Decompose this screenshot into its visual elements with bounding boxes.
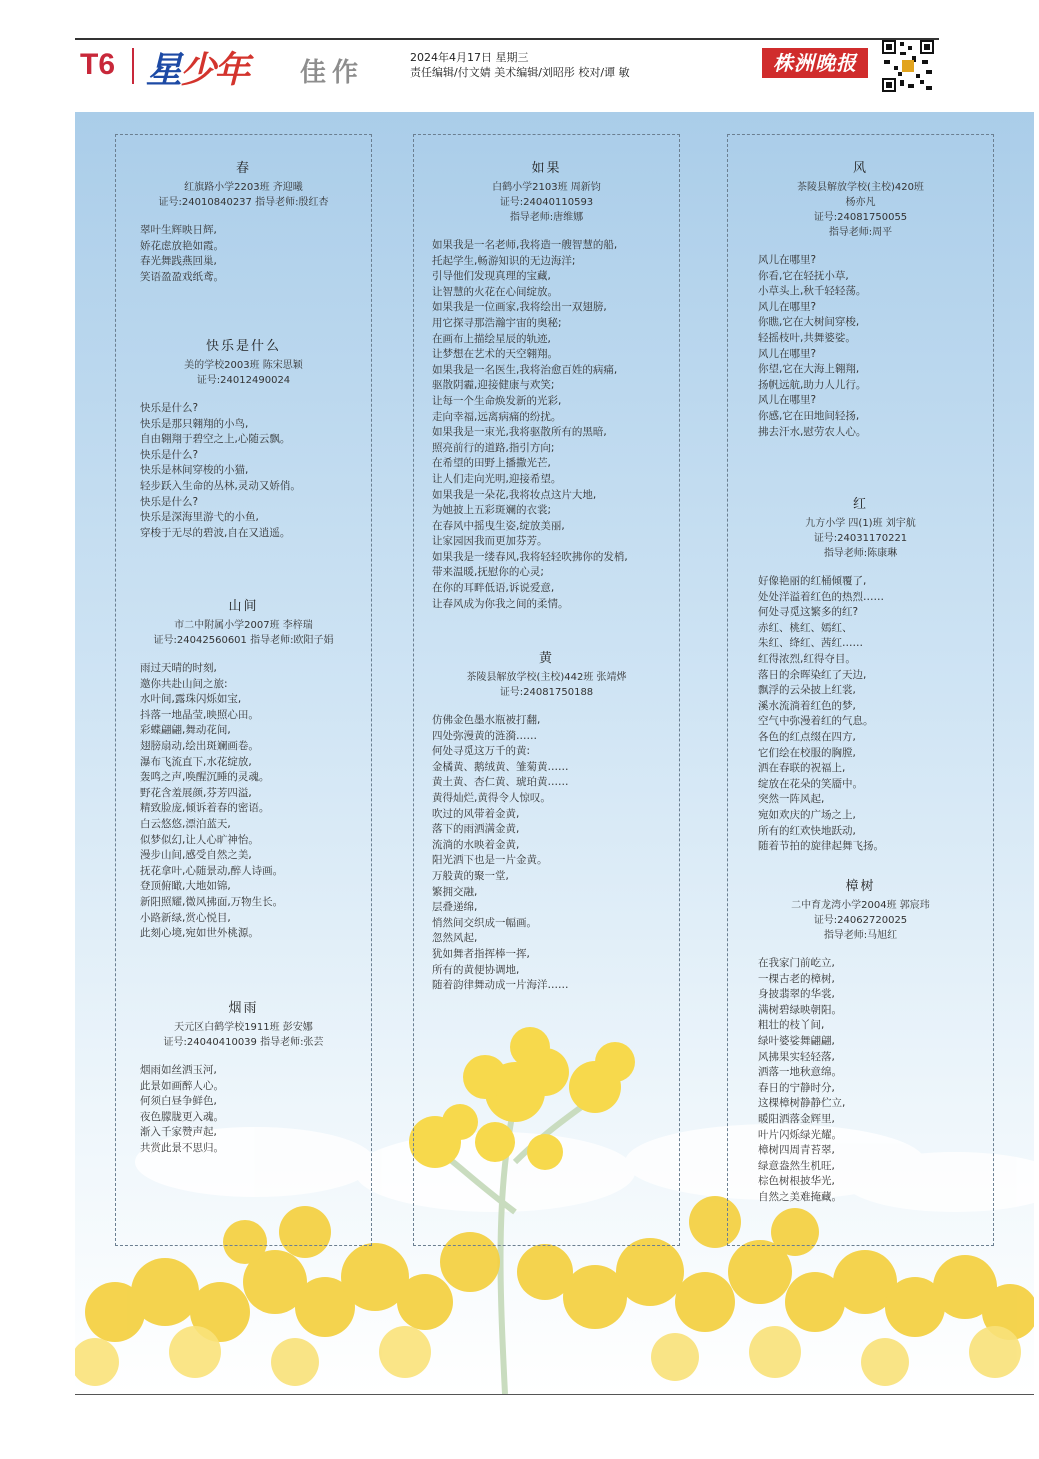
- poem-line: 空气中弥漫着红的气息。: [758, 715, 874, 728]
- poem-line: 走向幸福,远离病痛的纷扰。: [432, 410, 562, 423]
- poem-yanyu: [116, 997, 371, 1157]
- poem-line: 托起学生,畅游知识的无边海洋;: [432, 254, 576, 267]
- poem-author: [414, 670, 679, 700]
- poem-author: [116, 180, 371, 210]
- poem-line: 突然一阵风起,: [758, 793, 825, 806]
- poem-line: 吹过的风带着金黄,: [432, 807, 520, 820]
- author-line: 指导老师:陈康琳: [823, 548, 898, 559]
- newspaper-logo: 株洲晚报: [762, 48, 868, 78]
- author-line: 证号:24040110593: [499, 197, 594, 208]
- poem-line: 绿意盎然生机旺,: [758, 1159, 835, 1172]
- poem-title: 山间: [228, 599, 259, 614]
- poem-line: 犹如舞者指挥棒一挥,: [432, 947, 530, 960]
- poem-line: 在你的耳畔低语,诉说爱意,: [432, 582, 555, 595]
- poem-line: 让智慧的火花在心间绽放。: [432, 285, 558, 298]
- section-name: 佳作: [300, 58, 365, 88]
- poem-line: 自然之美难掩藏。: [758, 1190, 842, 1203]
- poem-body: [432, 713, 679, 994]
- issue-date: 2024年4月17日 星期三: [410, 51, 529, 64]
- poem-line: 你感,它在田地间轻扬,: [758, 409, 860, 422]
- qr-code-icon: [882, 40, 934, 92]
- poem-line: 如果我是一名医生,我将治愈百姓的病痛,: [432, 363, 618, 376]
- poem-line: 让家园因我而更加芬芳。: [432, 535, 548, 548]
- poem-line: 让每一个生命焕发新的光彩,: [432, 394, 562, 407]
- poem-line: 雨过天晴的时刻,: [140, 662, 217, 674]
- poem-line: 飘浮的云朵披上红裳,: [758, 684, 856, 697]
- poem-shanjian: [116, 595, 371, 942]
- poem-line: 共赏此景不思归。: [140, 1141, 224, 1154]
- author-line: 指导老师:马旭红: [823, 930, 898, 941]
- poem-line: 仿佛金色墨水瓶被打翻,: [432, 714, 541, 726]
- header-rule: [75, 38, 939, 40]
- poem-line: 小草头上,秋千轻轻荡。: [758, 285, 867, 298]
- poem-author: [728, 180, 993, 240]
- poem-line: 轻步跃入生命的丛林,灵动又娇俏。: [140, 479, 301, 492]
- poem-title: 烟雨: [228, 1001, 259, 1016]
- poem-line: 随着节拍的旋律起舞飞扬。: [758, 840, 884, 853]
- poem-line: 各色的红点缀在四方,: [758, 730, 856, 743]
- poem-body: [758, 574, 993, 855]
- poem-line: 渐入千家赞声起,: [140, 1126, 217, 1139]
- poem-line: 如果我是一名老师,我将造一艘智慧的船,: [432, 239, 618, 251]
- poem-line: 翠叶生辉映日辉,: [140, 224, 217, 236]
- poem-title: 黄: [538, 651, 554, 666]
- poem-line: 快乐是什么?: [140, 448, 199, 461]
- poem-body: [140, 661, 371, 942]
- poem-line: 所有的红欢快地跃动,: [758, 824, 856, 837]
- poem-body: [432, 238, 679, 612]
- poem-line: 你看,它在轻抚小草,: [758, 269, 849, 282]
- poem-line: 金橘黄、鹅绒黄、雏菊黄……: [432, 760, 569, 773]
- author-line: 二中育龙湾小学2004班 郭宸玮: [791, 900, 930, 911]
- poem-line: 在春风中摇曳生姿,绽放美丽,: [432, 519, 565, 532]
- poem-line: 风儿在哪里?: [758, 394, 817, 407]
- poem-line: 快乐是什么?: [140, 495, 199, 508]
- poem-line: 随着韵律舞动成一片海洋……: [432, 979, 569, 992]
- footer-rule: [75, 1394, 1034, 1395]
- author-line: 证号:24042560601 指导老师:欧阳子娟: [153, 635, 334, 646]
- poem-line: 落下的雨洒满金黄,: [432, 823, 520, 836]
- poem-line: 流淌的水映着金黄,: [432, 838, 520, 851]
- poem-line: 风儿在哪里?: [758, 254, 817, 266]
- poem-title: 如果: [531, 161, 562, 176]
- poem-body: [758, 253, 993, 440]
- poem-line: 它们绘在校服的胸膛,: [758, 746, 856, 759]
- poem-line: 宛如欢庆的广场之上,: [758, 808, 856, 821]
- logo-part-2: 少年: [180, 50, 249, 91]
- poem-line: 娇花虑放艳如霞。: [140, 239, 224, 252]
- page-header: [0, 0, 1039, 110]
- poem-line: 黄得灿烂,黄得令人惊叹。: [432, 791, 551, 804]
- poem-author: [116, 358, 371, 388]
- poem-line: 满树碧绿映朝阳。: [758, 1003, 842, 1016]
- poem-line: 在希望的田野上播撒光芒,: [432, 457, 551, 470]
- author-line: 指导老师:周平: [828, 227, 893, 238]
- poem-author: [116, 618, 371, 648]
- author-line: 九方小学 四(1)班 刘宇航: [805, 518, 916, 529]
- poem-line: 快乐是什么?: [140, 402, 199, 414]
- author-line: 证号:24062720025: [813, 915, 908, 926]
- poem-line: 绽放在花朵的笑靥中。: [758, 777, 863, 790]
- author-line: 美的学校2003班 陈宋思颖: [184, 360, 303, 371]
- poem-line: 春日的宁静时分,: [758, 1081, 835, 1094]
- poem-line: 用它探寻那浩瀚宇宙的奥秘;: [432, 316, 562, 329]
- issue-info: [410, 50, 630, 80]
- poem-line: 穿梭于无尽的碧波,自在又逍遥。: [140, 526, 291, 539]
- poem-title: 风: [852, 161, 868, 176]
- poem-line: 如果我是一缕春风,我将轻轻吹拂你的发梢,: [432, 550, 628, 563]
- poem-line: 如果我是一朵花,我将妆点这片大地,: [432, 488, 597, 501]
- poem-huang: [414, 647, 679, 994]
- poem-line: 让梦想在艺术的天空翱翔。: [432, 348, 558, 361]
- poem-line: 春光舞践燕回巢,: [140, 255, 217, 268]
- poem-line: 为她披上五彩斑斓的衣裳;: [432, 504, 552, 517]
- poem-line: 瀑布飞流直下,水花绽放,: [140, 755, 252, 768]
- poem-line: 这棵樟树静静伫立,: [758, 1097, 846, 1110]
- poem-title: 快乐是什么: [205, 339, 281, 354]
- author-line: 白鹤小学2103班 周新钧: [492, 182, 601, 193]
- poem-line: 此景如画醉人心。: [140, 1079, 224, 1092]
- poem-line: 万般黄的聚一堂,: [432, 869, 509, 882]
- poem-line: 翅膀扇动,绘出斑斓画卷。: [140, 739, 259, 752]
- poem-line: 何处寻觅这万千的黄:: [432, 745, 531, 758]
- poem-line: 朱红、绛红、茜红……: [758, 637, 863, 650]
- poem-line: 烟雨如丝洒玉河,: [140, 1064, 217, 1076]
- poem-line: 快乐是深海里游弋的小鱼,: [140, 511, 259, 524]
- poem-line: 拂去汗水,慰劳农人心。: [758, 425, 867, 438]
- poem-line: 好像艳丽的红桶倾覆了,: [758, 575, 867, 587]
- poem-line: 似梦似幻,让人心旷神怡。: [140, 833, 259, 846]
- poem-line: 白云悠悠,漂泊蓝天,: [140, 817, 231, 830]
- poem-line: 抚花拿叶,心随景动,醉人诗画。: [140, 864, 284, 877]
- poem-line: 驱散阴霾,迎接健康与欢笑;: [432, 379, 555, 392]
- poem-line: 落日的余晖染红了天边,: [758, 668, 867, 681]
- poem-line: 赤红、桃红、嫣红、: [758, 621, 853, 634]
- poem-line: 快乐是那只翱翔的小鸟,: [140, 417, 249, 430]
- poem-line: 在画布上描绘星辰的轨迹,: [432, 332, 551, 345]
- poem-line: 洒在春联的祝福上,: [758, 762, 846, 775]
- poem-body: [758, 956, 993, 1206]
- poem-line: 照亮前行的道路,指引方向;: [432, 441, 555, 454]
- poem-line: 此刻心境,宛如世外桃源。: [140, 927, 259, 940]
- poem-line: 登顶俯瞰,大地如锦,: [140, 880, 231, 893]
- poem-author: [728, 898, 993, 943]
- poem-line: 轻摇枝叶,共舞婆娑。: [758, 331, 856, 344]
- author-line: 证号:24040410039 指导老师:张芸: [163, 1037, 324, 1048]
- poem-column-1: [115, 134, 372, 1246]
- poem-line: 漫步山间,感受自然之美,: [140, 849, 252, 862]
- poem-body: [140, 401, 371, 541]
- poem-line: 棕色树根披华光,: [758, 1175, 835, 1188]
- poem-zhangshu: [728, 875, 993, 1206]
- poem-line: 所有的黄便协调地,: [432, 963, 520, 976]
- poem-line: 阳光洒下也是一片金黄。: [432, 854, 548, 867]
- author-line: 证号:24081750055: [813, 212, 908, 223]
- poem-line: 笑语盈盈戏纸鸢。: [140, 270, 224, 283]
- poem-line: 带来温暖,抚慰你的心灵;: [432, 566, 544, 579]
- poem-line: 引导他们发现真理的宝藏,: [432, 270, 551, 283]
- poem-line: 四处弥漫黄的涟漪……: [432, 729, 537, 742]
- poem-author: [116, 1020, 371, 1050]
- poem-line: 绿叶婆娑舞翩翩,: [758, 1034, 835, 1047]
- poem-chun: [116, 157, 371, 285]
- author-line: 茶陵县解放学校(主校)420班: [797, 182, 924, 193]
- poem-title: 红: [852, 497, 868, 512]
- poem-line: 彩蝶翩翩,舞动花间,: [140, 724, 231, 737]
- poem-title: 春: [235, 161, 251, 176]
- poem-line: 你瞧,它在大树间穿梭,: [758, 316, 860, 329]
- poem-line: 邀你共赴山间之旅:: [140, 677, 228, 690]
- poem-line: 繁拥交融,: [432, 885, 478, 898]
- author-line: 市二中附属小学2007班 李梓瑞: [174, 620, 313, 631]
- poem-line: 悄然间交织成一幅画。: [432, 916, 537, 929]
- author-line: 证号:24081750188: [499, 687, 594, 698]
- poem-line: 让春风成为你我之间的柔情。: [432, 597, 569, 610]
- poem-hong: [728, 493, 993, 855]
- author-line: 证号:24031170221: [813, 533, 908, 544]
- author-line: 茶陵县解放学校(主校)442班 张靖烨: [466, 672, 627, 683]
- poem-line: 野花含羞展颜,芬芳四溢,: [140, 786, 252, 799]
- poem-line: 抖落一地晶莹,映照心田。: [140, 708, 259, 721]
- poem-line: 新阳照耀,微风拂面,万物生长。: [140, 895, 284, 908]
- poem-line: 风儿在哪里?: [758, 347, 817, 360]
- poem-line: 自由翱翔于碧空之上,心随云飘。: [140, 433, 291, 446]
- poem-line: 扬帆远航,助力人儿行。: [758, 378, 867, 391]
- supplement-logo: [146, 42, 248, 93]
- poem-kuaile: [116, 335, 371, 541]
- author-line: 杨亦凡: [845, 197, 876, 208]
- poem-line: 处处洋溢着红色的热烈……: [758, 590, 884, 603]
- poem-title: 樟树: [845, 879, 876, 894]
- poem-line: 水叶间,露珠闪烁如宝,: [140, 693, 242, 706]
- poem-line: 快乐是林间穿梭的小猫,: [140, 464, 249, 477]
- poem-line: 层叠递绵,: [432, 901, 478, 914]
- poem-column-2: [413, 134, 680, 1246]
- page-number: T6: [80, 48, 116, 81]
- poem-line: 黄土黄、杏仁黄、琥珀黄……: [432, 776, 569, 789]
- poem-line: 洒落一地秋意绵。: [758, 1066, 842, 1079]
- poem-line: 何须白昼争鲜色,: [140, 1095, 217, 1108]
- poem-line: 如果我是一位画家,我将绘出一双翅膀,: [432, 301, 607, 314]
- poem-line: 一棵古老的樟树,: [758, 972, 835, 985]
- author-line: 指导老师:唐维娜: [509, 212, 584, 223]
- logo-part-1: 星: [146, 50, 181, 91]
- poem-line: 你望,它在大海上翱翔,: [758, 363, 860, 376]
- poem-line: 小路新绿,赏心悦目,: [140, 911, 231, 924]
- poem-line: 让人们走向光明,迎接希望。: [432, 472, 562, 485]
- poem-line: 溪水流淌着红色的梦,: [758, 699, 856, 712]
- author-line: 证号:24010840237 指导老师:殷红杏: [158, 197, 329, 208]
- header-divider: [132, 48, 134, 84]
- author-line: 证号:24012490024: [196, 375, 291, 386]
- editor-credits: 责任编辑/付文婧 美术编辑/刘昭彤 校对/谭 敏: [410, 66, 630, 79]
- poem-line: 风儿在哪里?: [758, 300, 817, 313]
- poem-line: 轰鸣之声,唤醒沉睡的灵魂。: [140, 771, 270, 784]
- author-line: 红旗路小学2203班 齐迎曦: [184, 182, 303, 193]
- poem-line: 夜色朦胧更入魂。: [140, 1110, 224, 1123]
- poem-column-3: [727, 134, 994, 1246]
- poem-line: 红得浓烈,红得夺目。: [758, 652, 856, 665]
- poem-line: 忽然风起,: [432, 932, 478, 945]
- poem-line: 樟树四周青苔翠,: [758, 1144, 835, 1157]
- poem-line: 在我家门前屹立,: [758, 957, 835, 969]
- poem-line: 精致脸庞,倾诉着春的密语。: [140, 802, 270, 815]
- poem-line: 粗壮的枝丫间,: [758, 1019, 825, 1032]
- poem-feng: [728, 157, 993, 440]
- poem-body: [140, 1063, 371, 1157]
- poem-ruguo: [414, 157, 679, 612]
- poem-line: 风拂果实轻轻落,: [758, 1050, 835, 1063]
- poem-line: 如果我是一束光,我将驱散所有的黑暗,: [432, 426, 607, 439]
- poem-line: 叶片闪烁绿光耀。: [758, 1128, 842, 1141]
- content-area: [75, 112, 1034, 1394]
- poem-line: 暖阳洒落金辉里,: [758, 1112, 835, 1125]
- author-line: 天元区白鹤学校1911班 彭安娜: [174, 1022, 313, 1033]
- poem-line: 身披翡翠的华裳,: [758, 988, 835, 1001]
- poem-body: [140, 223, 371, 285]
- poem-line: 何处寻觅这繁多的红?: [758, 606, 859, 619]
- poem-author: [728, 516, 993, 561]
- poem-author: [414, 180, 679, 225]
